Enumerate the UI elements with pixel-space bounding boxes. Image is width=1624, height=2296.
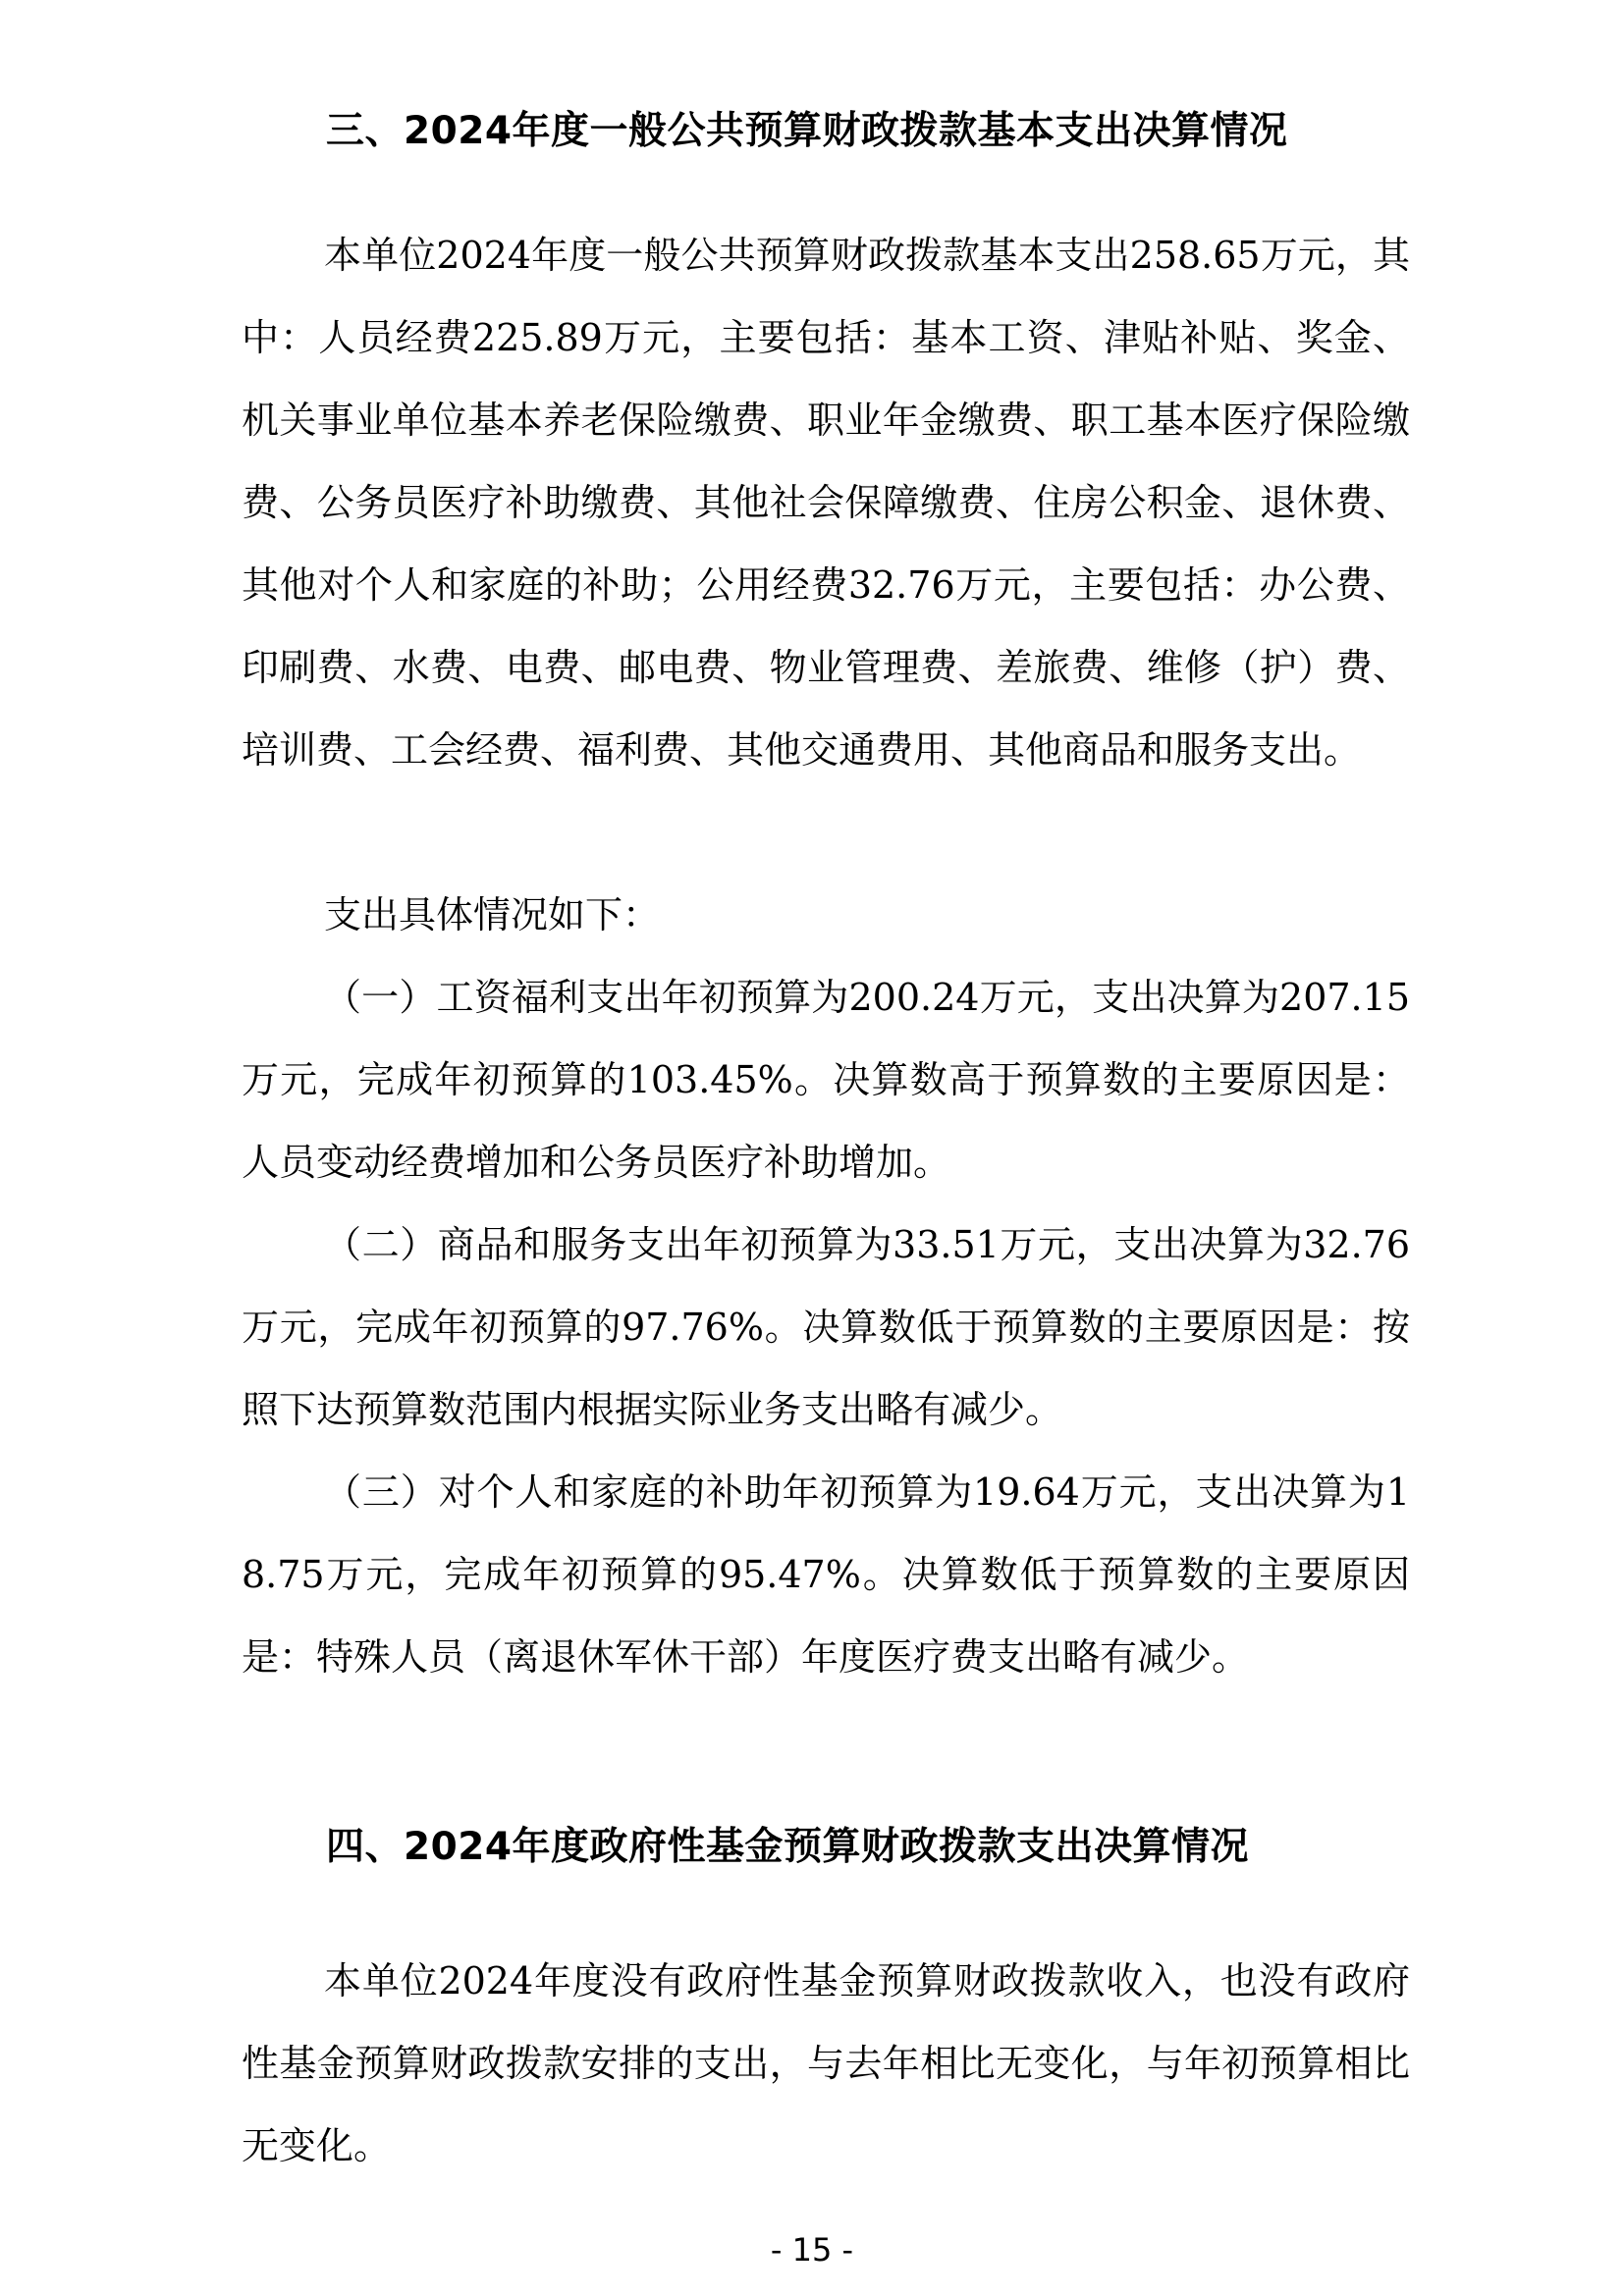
section-heading-4: 四、2024年度政府性基金预算财政拨款支出决算情况	[326, 1825, 1250, 1869]
basic-expenditure-paragraph: 本单位2024年度一般公共预算财政拨款基本支出258.65万元，其中：人员经费225.89万元，主要包括：基本工资、津贴补贴、奖金、机关事业单位基本养老保险缴费、职业年金缴费、职工基本医疗保险缴费、公务员医疗补助缴费、其他社会保障缴费、住房公积金、退休费、其他对个人和家庭的补助；公用经费32.76万元，主要包括：办公费、印刷费、水费、电费、邮电费、物业管理费、差旅费、维修（护）费、培训费、工会经费、福利费、其他交通费用、其他商品和服务支出。	[242, 234, 1410, 772]
expenditure-details-intro: 支出具体情况如下：	[324, 893, 661, 936]
goods-services-paragraph: （二）商品和服务支出年初预算为33.51万元，支出决算为32.76万元，完成年初预算的97.76%。决算数低于预算数的主要原因是：按照下达预算数范围内根据实际业务支出略有减少。	[242, 1223, 1410, 1431]
government-fund-paragraph: 本单位2024年度没有政府性基金预算财政拨款收入，也没有政府性基金预算财政拨款安排的支出，与去年相比无变化，与年初预算相比无变化。	[242, 1959, 1410, 2167]
page-number: - 15 -	[770, 2231, 854, 2269]
salary-welfare-paragraph: （一）工资福利支出年初预算为200.24万元，支出决算为207.15万元，完成年初预算的103.45%。决算数高于预算数的主要原因是：人员变动经费增加和公务员医疗补助增加。	[242, 976, 1410, 1184]
section-heading-3: 三、2024年度一般公共预算财政拨款基本支出决算情况	[326, 109, 1288, 153]
household-subsidy-paragraph: （三）对个人和家庭的补助年初预算为19.64万元，支出决算为18.75万元，完成年初预算的95.47%。决算数低于预算数的主要原因是：特殊人员（离退休军休干部）年度医疗费支出略有减少。	[242, 1470, 1410, 1679]
